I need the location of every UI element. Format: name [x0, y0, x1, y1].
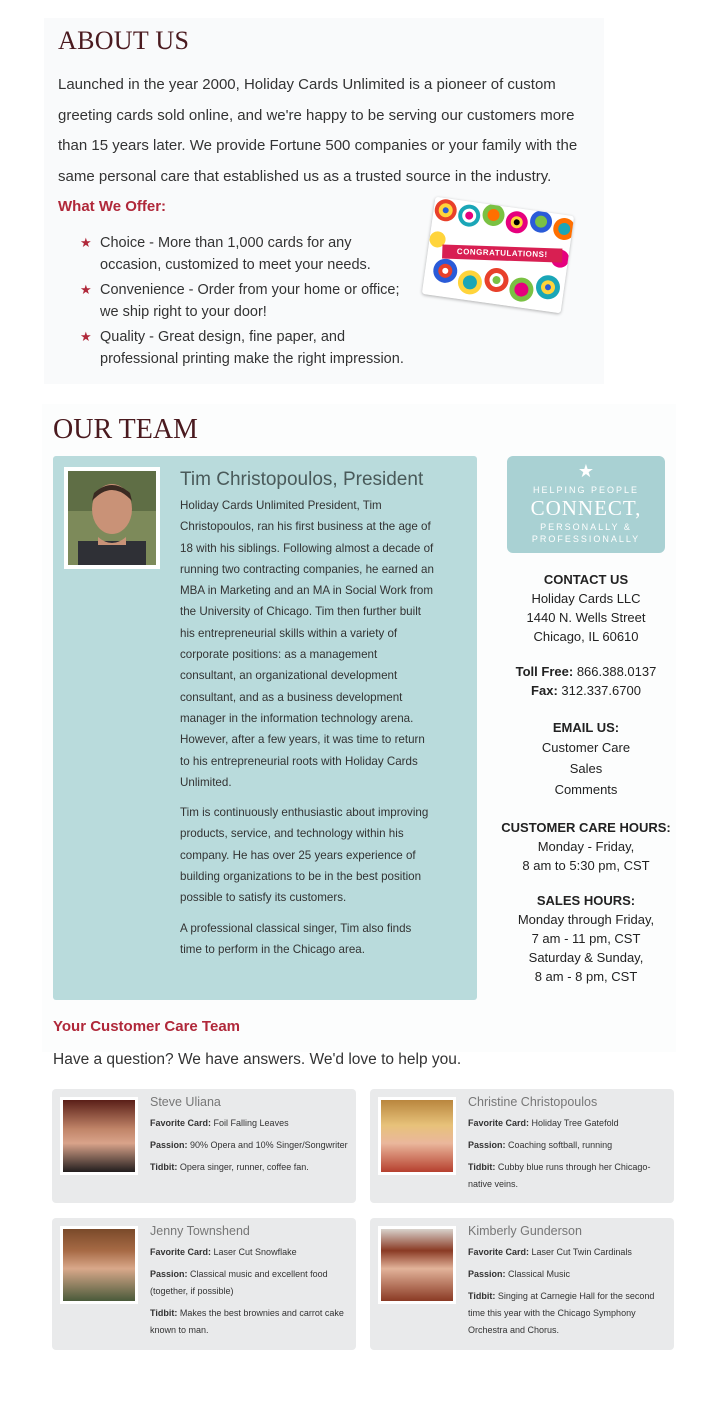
favorite-value: Laser Cut Snowflake: [213, 1247, 297, 1257]
passion-value: Coaching softball, running: [508, 1140, 613, 1150]
member-info: [468, 1244, 668, 1344]
offer-text: Choice - More than 1,000 cards for any occasion, customized to meet your needs.: [100, 235, 371, 273]
about-intro: Launched in the year 2000, Holiday Cards Unlimited is a pioneer of custom greeting cards sold online, and we're happy to be serving our customers more than 15 years later. We provide Fortune 500 companies or your family with the same personal care that established us as a trusted source in the industry.: [58, 76, 578, 185]
about-section: [44, 18, 604, 384]
offer-list: [80, 232, 410, 373]
passion-label: Passion:: [150, 1269, 188, 1279]
star-icon: ★: [80, 282, 92, 297]
sales-hours-block: [495, 891, 677, 986]
toll-free-number: 866.388.0137: [576, 664, 657, 679]
bio-paragraph: Tim is continuously enthusiastic about improving products, service, and technology within his company. He has over 25 years experience of building organizations to be in the best position possible to satisfy its customers.: [180, 806, 429, 905]
member-name: Christine Christopoulos: [468, 1095, 598, 1109]
star-icon: ★: [577, 461, 595, 481]
favorite-value: Laser Cut Twin Cardinals: [531, 1247, 632, 1257]
card-banner: CONGRATULATIONS!: [442, 244, 562, 262]
tidbit-value: Opera singer, runner, coffee fan.: [179, 1162, 309, 1172]
badge-line-part: PERSONALLY &: [540, 522, 632, 532]
sales-hours-line: Monday through Friday,: [517, 912, 655, 927]
sales-hours-line: 7 am - 11 pm, CST: [531, 931, 641, 946]
team-member-card: [52, 1089, 356, 1203]
contact-block: [495, 570, 677, 646]
team-member-card: [370, 1089, 674, 1203]
member-name: Kimberly Gunderson: [468, 1224, 582, 1238]
member-info: [150, 1244, 350, 1344]
tidbit-label: Tidbit:: [468, 1162, 496, 1172]
passion-value: Classical Music: [508, 1269, 571, 1279]
team-title: OUR TEAM: [53, 414, 198, 445]
tidbit-label: Tidbit:: [150, 1162, 178, 1172]
congratulations-card-image: [422, 197, 574, 314]
favorite-label: Favorite Card:: [150, 1247, 212, 1257]
sales-hours-heading: SALES HOURS:: [536, 893, 636, 908]
toll-free-label: Toll Free:: [515, 664, 574, 679]
helping-people-connect-badge: [507, 456, 665, 553]
badge-line: CONNECT,: [530, 496, 642, 520]
favorite-label: Favorite Card:: [468, 1247, 530, 1257]
president-photo: [64, 467, 160, 569]
member-info: [468, 1115, 668, 1198]
passion-label: Passion:: [468, 1140, 506, 1150]
company-name: Holiday Cards LLC: [531, 591, 641, 606]
care-hours-line: 8 am to 5:30 pm, CST: [522, 858, 650, 873]
email-heading: EMAIL US:: [552, 720, 620, 735]
street-address: 1440 N. Wells Street: [526, 610, 646, 625]
city-address: Chicago, IL 60610: [533, 629, 639, 644]
care-team-subheading: Have a question? We have answers. We'd love to help you.: [53, 1051, 462, 1068]
passion-label: Passion:: [150, 1140, 188, 1150]
passion-label: Passion:: [468, 1269, 506, 1279]
email-block: [495, 718, 677, 800]
member-info: [150, 1115, 350, 1181]
care-team-heading: Your Customer Care Team: [53, 1018, 240, 1035]
badge-line: [507, 521, 665, 545]
portrait-image: [68, 471, 156, 565]
email-comments-link[interactable]: Comments: [554, 782, 618, 797]
offer-heading: What We Offer:: [58, 198, 167, 215]
team-member-card: [370, 1218, 674, 1350]
care-hours-heading: CUSTOMER CARE HOURS:: [501, 820, 671, 835]
member-photo: [378, 1226, 456, 1304]
fax-label: Fax:: [531, 683, 558, 698]
badge-line-part: PROFESSIONALLY: [531, 534, 641, 544]
offer-item: [80, 279, 410, 323]
care-hours-block: [495, 818, 677, 875]
bio-paragraph: A professional classical singer, Tim also finds time to perform in the Chicago area.: [180, 921, 412, 956]
favorite-value: Foil Falling Leaves: [213, 1118, 289, 1128]
sales-hours-line: Saturday & Sunday,: [528, 950, 644, 965]
bio-paragraph: Holiday Cards Unlimited President, Tim Christopoulos, ran his first business at the age of 18 with his siblings. Following almost a decade of running two contracting companies, he earned an MBA in Marketing and an MA in Social Work from the University of Chicago. Tim then further built his entrepreneurial skills within a variety of corporate positions: as a management consultant, an organizational development consultant, and as a business development manager in the information technology arena. However, after a few years, it was time to return to his entrepreneurial roots with Holiday Cards Unlimited.: [180, 499, 434, 789]
passion-value: Classical music and excellent food (together, if possible): [150, 1269, 328, 1296]
sales-hours-line: 8 am - 8 pm, CST: [534, 969, 638, 984]
email-customer-care-link[interactable]: Customer Care: [541, 740, 631, 755]
fax-number: 312.337.6700: [561, 683, 641, 698]
star-icon: ★: [80, 329, 92, 344]
contact-heading: CONTACT US: [543, 572, 629, 587]
member-name: Steve Uliana: [150, 1095, 221, 1109]
president-card: [53, 456, 477, 1000]
president-name: Tim Christopoulos, President: [180, 469, 424, 490]
offer-item: [80, 326, 410, 370]
star-icon: ★: [80, 235, 92, 250]
tidbit-value: Makes the best brownies and carrot cake known to man.: [150, 1308, 344, 1335]
favorite-label: Favorite Card:: [468, 1118, 530, 1128]
offer-text: Convenience - Order from your home or office; we ship right to your door!: [100, 282, 400, 320]
about-title: ABOUT US: [58, 26, 190, 55]
tidbit-value: Cubby blue runs through her Chicago-native veins.: [468, 1162, 651, 1189]
team-member-card: [52, 1218, 356, 1350]
tidbit-value: Singing at Carnegie Hall for the second time this year with the Chicago Symphony Orchestra and Chorus.: [468, 1291, 655, 1335]
email-sales-link[interactable]: Sales: [569, 761, 603, 776]
member-name: Jenny Townshend: [150, 1224, 250, 1238]
offer-item: [80, 232, 410, 276]
passion-value: 90% Opera and 10% Singer/Songwriter: [190, 1140, 348, 1150]
favorite-value: Holiday Tree Gatefold: [531, 1118, 619, 1128]
member-photo: [60, 1226, 138, 1304]
care-hours-line: Monday - Friday,: [537, 839, 635, 854]
president-bio: [180, 495, 436, 969]
badge-line: HELPING PEOPLE: [532, 485, 640, 495]
offer-text: Quality - Great design, fine paper, and professional printing make the right impression.: [100, 329, 404, 367]
member-photo: [60, 1097, 138, 1175]
tidbit-label: Tidbit:: [150, 1308, 178, 1318]
favorite-label: Favorite Card:: [150, 1118, 212, 1128]
phone-block: [495, 662, 677, 700]
member-photo: [378, 1097, 456, 1175]
tidbit-label: Tidbit:: [468, 1291, 496, 1301]
